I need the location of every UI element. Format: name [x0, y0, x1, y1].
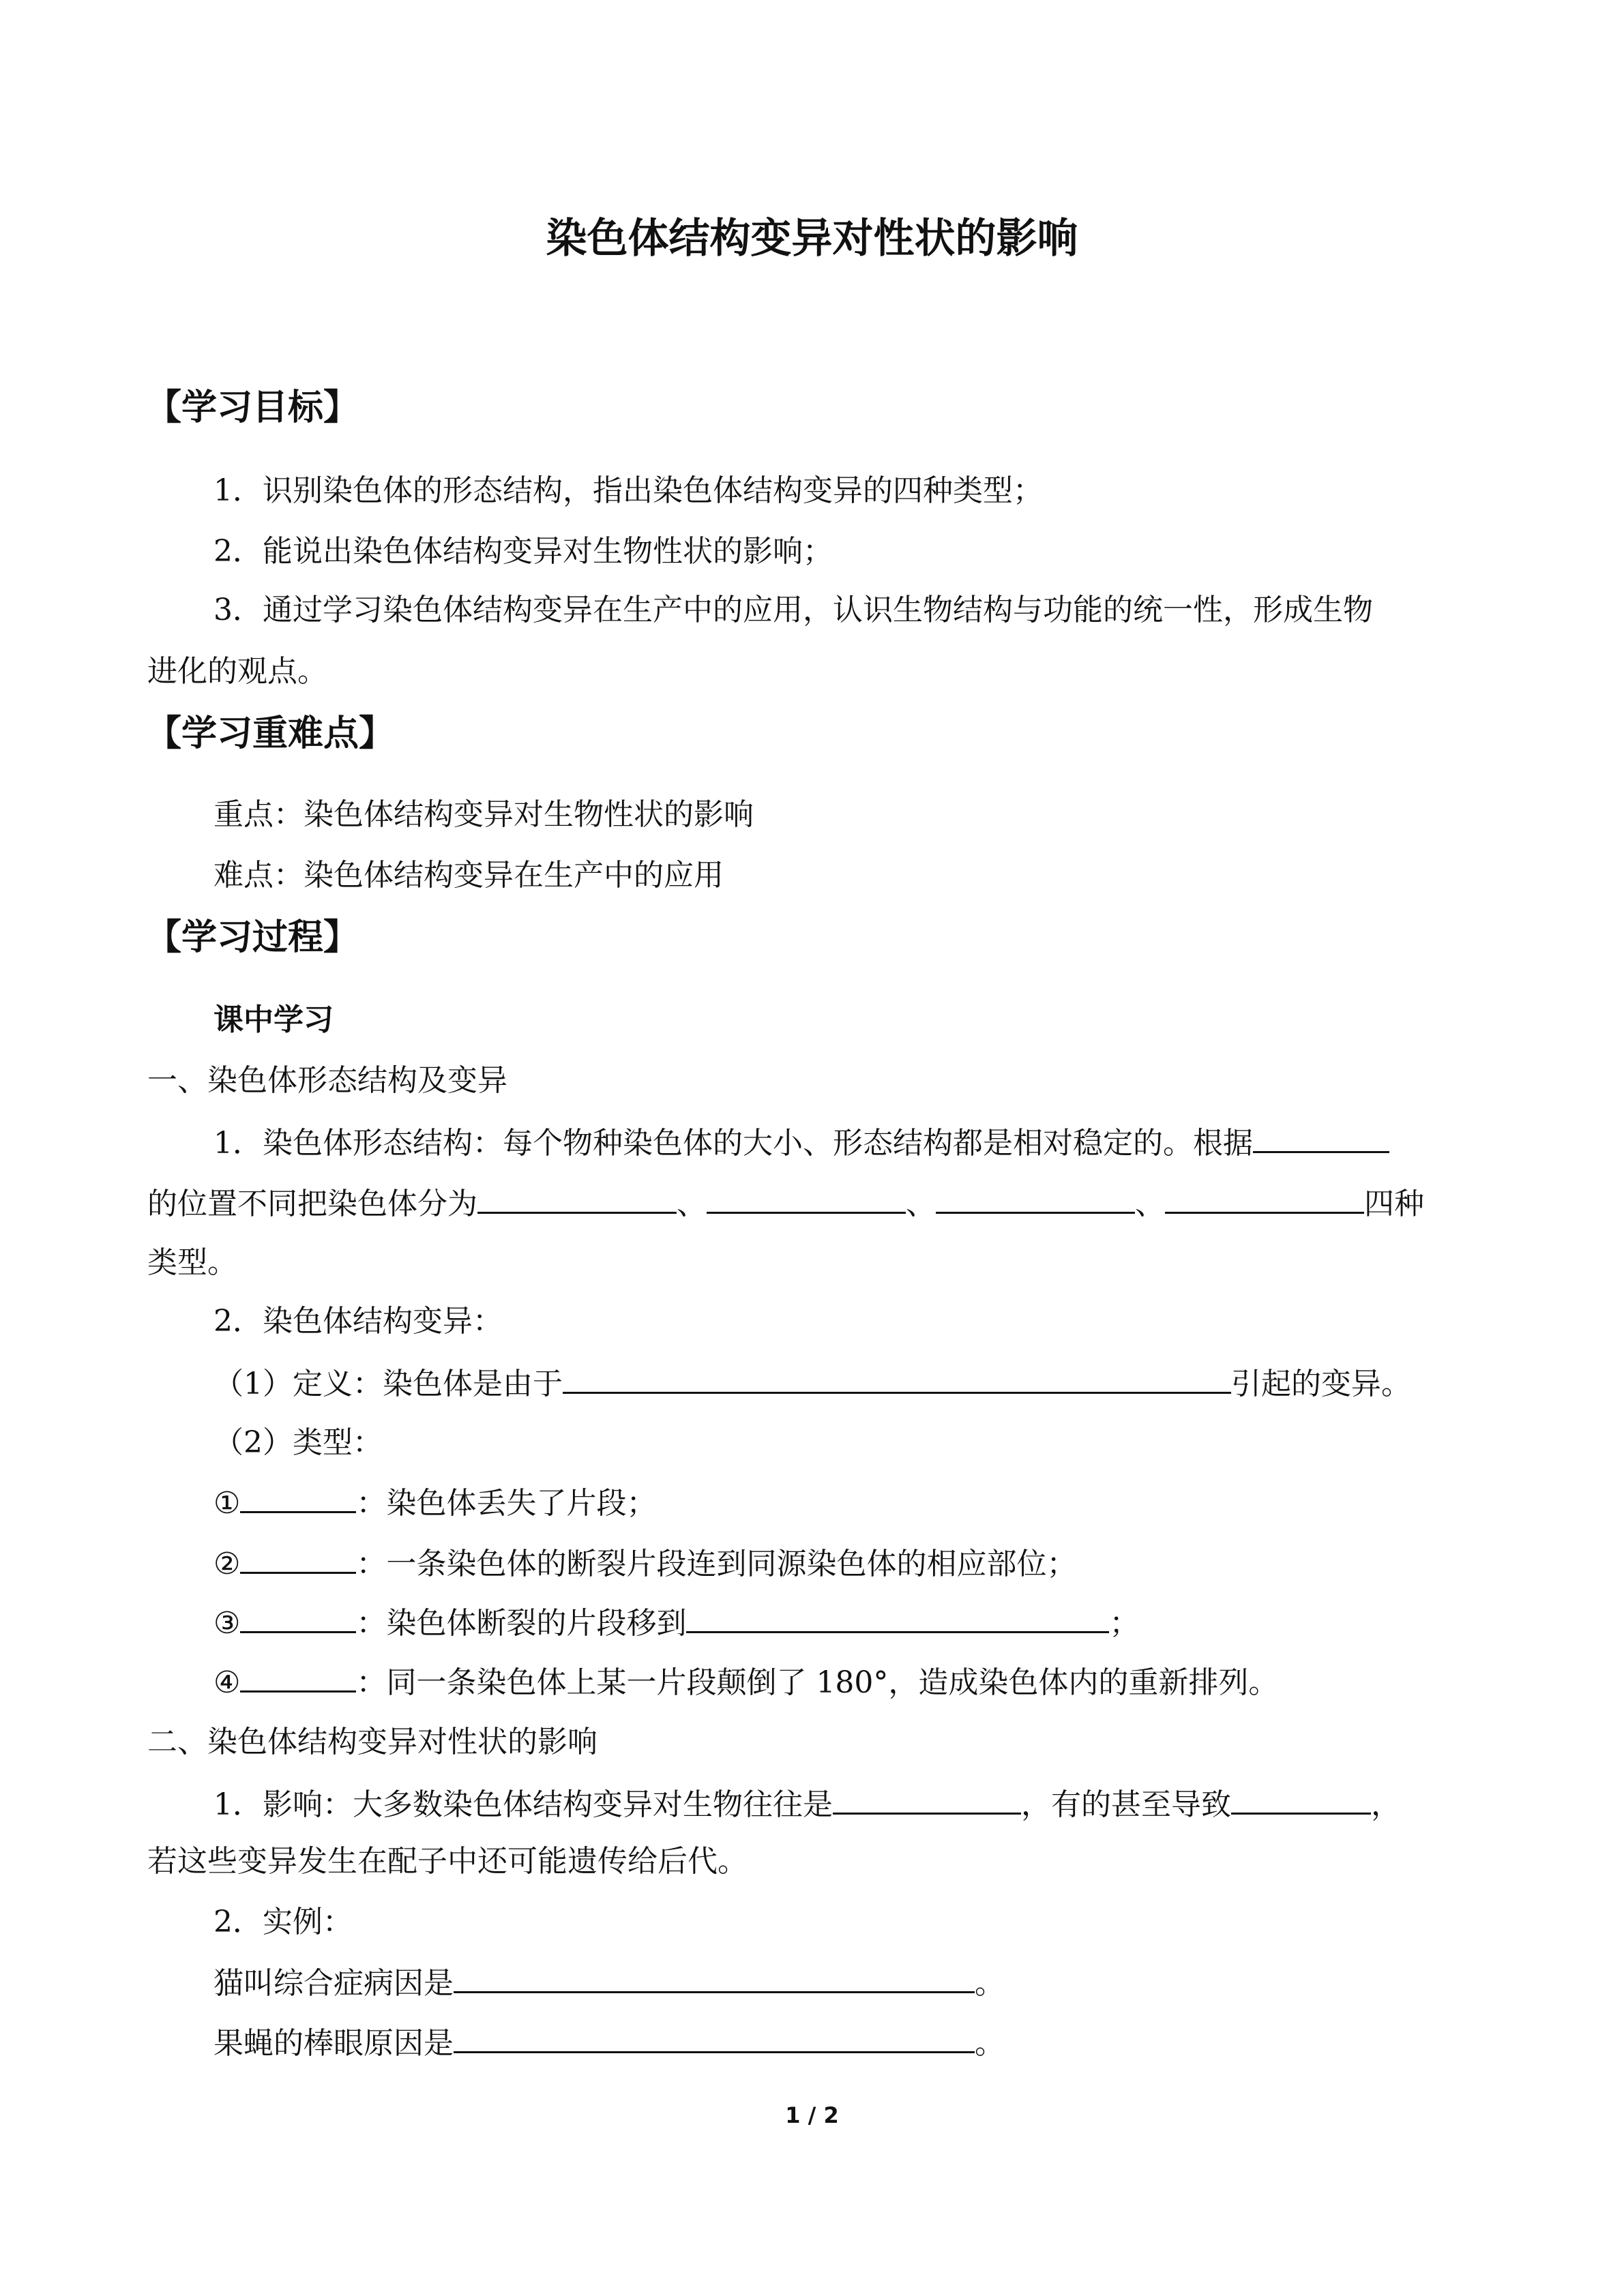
answer-blank[interactable] — [477, 1182, 677, 1214]
type-3-line: ③ ：染色体断裂的片段移到 ； — [213, 1601, 1139, 1644]
answer-blank[interactable] — [240, 1542, 356, 1574]
part1-title: 一、染色体形态结构及变异 — [147, 1063, 507, 1098]
morphology-line-3: 类型。 — [147, 1245, 237, 1280]
type-2-line: ② ：一条染色体的断裂片段连到同源染色体的相应部位； — [213, 1542, 1076, 1585]
answer-blank[interactable] — [833, 1783, 1021, 1815]
objective-2: 2．能说出染色体结构变异对生物性状的影响； — [213, 534, 833, 569]
key-points-heading: 【学习重难点】 — [146, 713, 395, 754]
process-subheading: 课中学习 — [213, 1002, 334, 1037]
example-1-line: 猫叫综合症病因是 。 — [213, 1961, 1005, 2004]
answer-blank[interactable] — [707, 1182, 906, 1214]
examples-label: 2．实例： — [213, 1905, 353, 1939]
definition-line: （1）定义：染色体是由于 引起的变异。 — [213, 1362, 1411, 1405]
answer-blank[interactable] — [1165, 1182, 1364, 1214]
key-point-focus: 重点：染色体结构变异对生物性状的影响 — [213, 797, 754, 832]
morphology-line-1: 1．染色体形态结构：每个物种染色体的大小、形态结构都是相对稳定的。根据 — [213, 1121, 1389, 1164]
structural-variation-label: 2．染色体结构变异： — [213, 1304, 503, 1339]
answer-blank[interactable] — [563, 1362, 1231, 1394]
page-number: 1 / 2 — [785, 2102, 839, 2128]
answer-blank[interactable] — [1231, 1783, 1371, 1815]
page-title: 染色体结构变异对性状的影响 — [546, 215, 1078, 263]
objectives-heading: 【学习目标】 — [146, 387, 359, 428]
morphology-line-2: 的位置不同把染色体分为 、 、 、 四种 — [147, 1182, 1424, 1225]
part2-title: 二、染色体结构变异对性状的影响 — [147, 1725, 597, 1759]
answer-blank[interactable] — [454, 1961, 975, 1993]
key-point-difficulty: 难点：染色体结构变异在生产中的应用 — [213, 858, 724, 893]
type-1-line: ① ：染色体丢失了片段； — [213, 1481, 656, 1524]
answer-blank[interactable] — [240, 1660, 356, 1693]
answer-blank[interactable] — [454, 2021, 975, 2053]
answer-blank[interactable] — [240, 1601, 356, 1633]
example-2-line: 果蝇的棒眼原因是 。 — [213, 2021, 1005, 2064]
process-heading: 【学习过程】 — [146, 917, 359, 958]
effect-line-2: 若这些变异发生在配子中还可能遗传给后代。 — [147, 1844, 748, 1879]
answer-blank[interactable] — [1253, 1121, 1389, 1153]
objective-3-cont: 进化的观点。 — [147, 654, 327, 689]
objective-3: 3．通过学习染色体结构变异在生产中的应用，认识生物结构与功能的统一性，形成生物 — [213, 593, 1373, 627]
types-label: （2）类型： — [213, 1425, 383, 1460]
type-4-line: ④ ：同一条染色体上某一片段颠倒了 180°，造成染色体内的重新排列。 — [213, 1660, 1278, 1703]
answer-blank[interactable] — [686, 1601, 1109, 1633]
effect-line-1: 1．影响：大多数染色体结构变异对生物往往是 ，有的甚至导致 ， — [213, 1783, 1401, 1825]
answer-blank[interactable] — [240, 1481, 356, 1513]
objective-1: 1．识别染色体的形态结构，指出染色体结构变异的四种类型； — [213, 473, 1043, 508]
answer-blank[interactable] — [936, 1182, 1135, 1214]
